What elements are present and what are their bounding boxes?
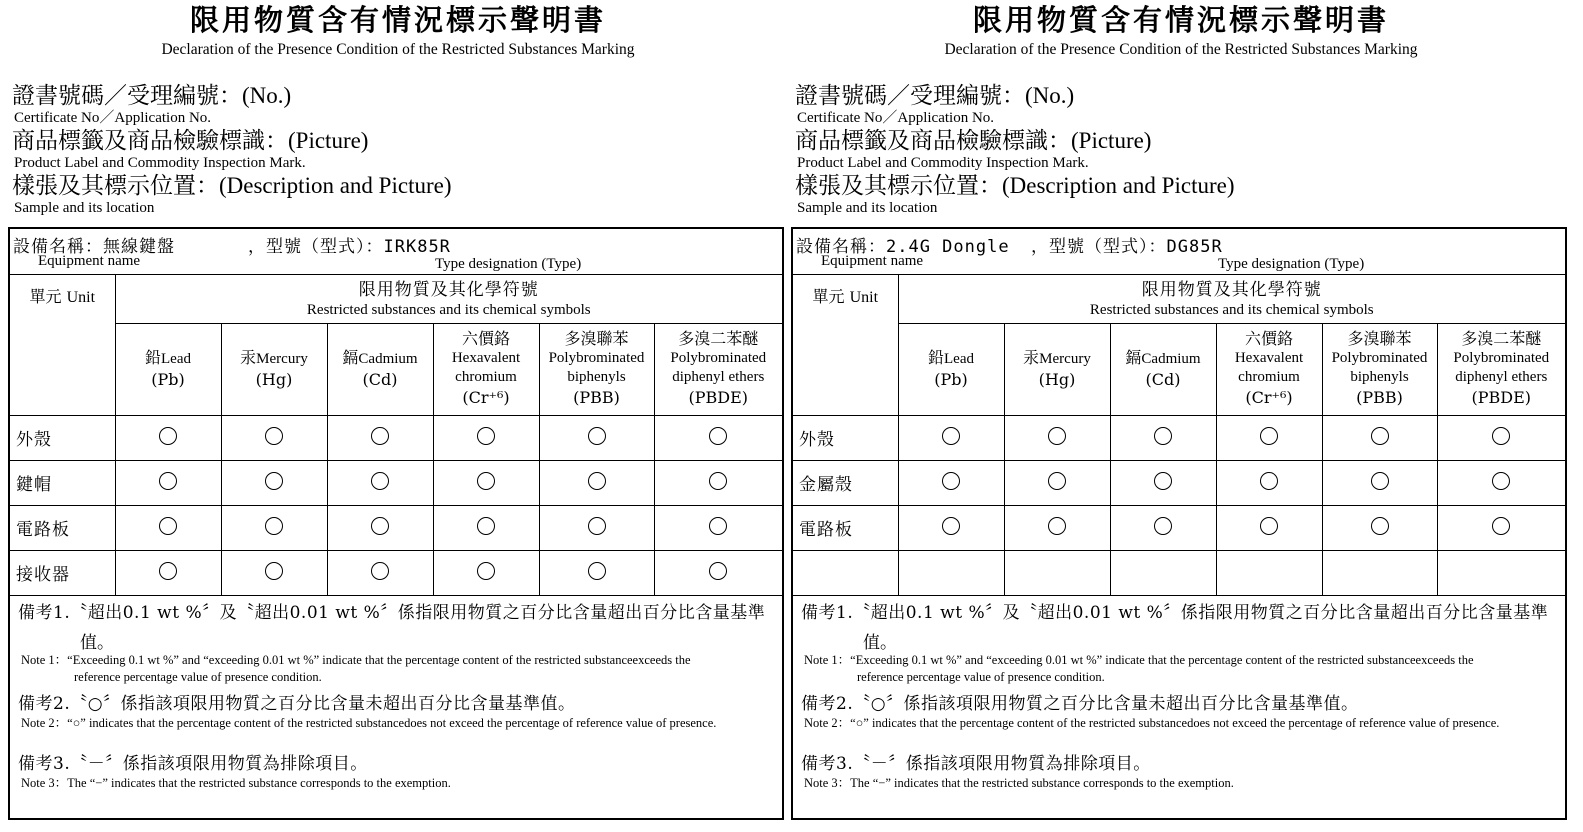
certificate-label-en: Certificate No／Application No. [797,110,995,126]
presence-cell [539,550,654,595]
component-name: 外殼 [10,415,115,460]
note-3-en: Note 3：The “−” indicates that the restricted substance corresponds to the exemption. [804,776,1234,790]
component-name: 金屬殼 [793,460,898,505]
document-subtitle: Declaration of the Presence Condition of the Restricted Substances Marking [161,41,635,58]
presence-cell [654,550,782,595]
note-1-en-cont: reference percentage value of presence condition. [857,670,1105,684]
presence-mark-icon [709,472,727,490]
equipment-label-en: Equipment name [821,253,924,269]
declaration-box [8,227,784,820]
presence-cell [1110,460,1216,505]
table-row [10,460,782,505]
presence-mark-icon [1154,472,1172,490]
presence-cell [327,505,433,550]
presence-cell [1437,415,1565,460]
presence-mark-icon [371,562,389,580]
presence-cell [221,505,327,550]
presence-cell [327,415,433,460]
data-rows [10,415,782,595]
presence-mark-icon [265,562,283,580]
type-label-en: Type designation (Type) [1218,256,1365,272]
presence-mark-icon [159,472,177,490]
model-number: IRK85R [383,237,451,257]
note-2-zh: 備考2.〝○〞係指該項限用物質之百分比含量未超出百分比含量基準值。 [801,694,1359,714]
equipment-name: 無線鍵盤 [103,237,175,257]
equipment-row [10,229,782,275]
presence-cell [1322,460,1437,505]
presence-mark-icon [1048,472,1066,490]
product-label-tag: (Picture) [1071,128,1152,153]
type-label: ，型號（型式）： [248,237,384,257]
presence-cell [1110,550,1216,595]
substance-pbb: 多溴聯苯 Polybrominated biphenyls (PBB) [539,323,654,415]
note-1-zh: 備考1.〝超出0.1 wt %〞及〝超出0.01 wt %〞係指限用物質之百分比含量超出百分比含量基準 [18,603,766,623]
document-title: 限用物質含有情況標示聲明書 [189,3,606,37]
sample-label-zh: 樣張及其標示位置： [12,173,219,199]
table-row [793,460,1565,505]
substance-cadmium: 鎘Cadmium (Cd) [1110,323,1216,415]
product-label-en: Product Label and Commodity Inspection Mark. [14,155,306,171]
presence-mark-icon [159,427,177,445]
certificate-field [795,82,1074,126]
presence-cell [1110,505,1216,550]
note-1-en: Note 1：“Exceeding 0.1 wt %” and “exceeding 0.01 wt %” indicate that the percentage content of the restricted substanceexceeds the [21,653,691,667]
presence-cell [115,460,221,505]
declaration-sheet-keyboard [8,0,788,832]
product-label-zh: 商品標籤及商品檢驗標識： [12,128,288,154]
presence-cell [1004,460,1110,505]
certificate-field [12,82,291,126]
presence-mark-icon [1371,517,1389,535]
equipment-label: 設備名稱： [796,237,886,257]
presence-mark-icon [371,472,389,490]
type-label: ，型號（型式）： [1031,237,1167,257]
presence-cell [1437,505,1565,550]
presence-mark-icon [159,517,177,535]
presence-cell [1110,415,1216,460]
table-row [10,505,782,550]
document-subtitle: Declaration of the Presence Condition of the Restricted Substances Marking [944,41,1418,58]
note-1-zh-cont: 值。 [80,633,114,653]
substance-lead: 鉛Lead (Pb) [115,323,221,415]
substance-cadmium: 鎘Cadmium (Cd) [327,323,433,415]
table-row [793,505,1565,550]
presence-cell [115,550,221,595]
presence-mark-icon [1371,472,1389,490]
presence-cell [221,550,327,595]
presence-mark-icon [1492,517,1510,535]
presence-mark-icon [588,517,606,535]
restricted-header: 限用物質及其化學符號 Restricted substances and its chemical symbols [898,275,1565,323]
presence-cell [1004,505,1110,550]
presence-mark-icon [371,517,389,535]
presence-mark-icon [709,427,727,445]
note-3-zh: 備考3.〝－〞係指該項限用物質為排除項目。 [801,754,1151,774]
equipment-row [793,229,1565,275]
presence-cell [1216,460,1322,505]
certificate-tag: (No.) [1025,83,1075,108]
presence-mark-icon [477,472,495,490]
presence-cell [1322,505,1437,550]
product-label-tag: (Picture) [288,128,369,153]
presence-cell [433,550,539,595]
presence-mark-icon [477,562,495,580]
sample-field [795,172,1234,216]
data-rows [793,415,1565,595]
presence-cell [433,415,539,460]
presence-cell [327,460,433,505]
presence-mark-icon [942,517,960,535]
presence-cell [115,415,221,460]
presence-mark-icon [371,427,389,445]
note-1-zh-cont: 值。 [863,633,897,653]
model-number: DG85R [1166,237,1223,257]
presence-mark-icon [1260,472,1278,490]
note-1-en: Note 1：“Exceeding 0.1 wt %” and “exceeding 0.01 wt %” indicate that the percentage content of the restricted substanceexceeds the [804,653,1474,667]
presence-cell [1004,415,1110,460]
presence-cell [898,415,1004,460]
table-row [793,415,1565,460]
product-label-zh: 商品標籤及商品檢驗標識： [795,128,1071,154]
presence-cell [539,460,654,505]
note-1-zh: 備考1.〝超出0.1 wt %〞及〝超出0.01 wt %〞係指限用物質之百分比含量超出百分比含量基準 [801,603,1549,623]
table-row [793,550,1565,595]
presence-mark-icon [477,517,495,535]
label-field [12,127,368,171]
presence-mark-icon [1260,517,1278,535]
certificate-label-en: Certificate No／Application No. [14,110,212,126]
presence-cell [654,415,782,460]
presence-mark-icon [942,427,960,445]
certificate-tag: (No.) [242,83,292,108]
presence-cell [1216,415,1322,460]
equipment-name: 2.4G Dongle [886,237,1010,257]
presence-cell [221,415,327,460]
note-2-en: Note 2：“○” indicates that the percentage content of the restricted substancedoes not exceed the percentage of reference value of presence. [804,716,1500,730]
certificate-label-zh: 證書號碼／受理編號： [795,83,1025,109]
presence-cell [1437,460,1565,505]
presence-mark-icon [1154,517,1172,535]
substance-table [10,275,782,596]
component-name: 電路板 [10,505,115,550]
substance-lead: 鉛Lead (Pb) [898,323,1004,415]
presence-mark-icon [1048,517,1066,535]
presence-cell [539,415,654,460]
component-name: 鍵帽 [10,460,115,505]
component-name: 接收器 [10,550,115,595]
presence-mark-icon [588,562,606,580]
unit-header: 單元 Unit [10,275,115,415]
presence-mark-icon [477,427,495,445]
presence-cell [1216,505,1322,550]
document-title: 限用物質含有情況標示聲明書 [972,3,1389,37]
restricted-header: 限用物質及其化學符號 Restricted substances and its chemical symbols [115,275,782,323]
presence-cell [898,505,1004,550]
presence-mark-icon [1492,427,1510,445]
presence-mark-icon [1154,427,1172,445]
declaration-sheet-dongle [791,0,1571,832]
substance-pbde: 多溴二苯醚 Polybrominated diphenyl ethers (PBDE) [654,323,782,415]
presence-cell [1216,550,1322,595]
type-label-en: Type designation (Type) [435,256,582,272]
component-name: 外殼 [793,415,898,460]
presence-cell [1322,415,1437,460]
presence-cell [1437,550,1565,595]
declaration-box [791,227,1567,820]
presence-mark-icon [159,562,177,580]
note-3-en: Note 3：The “−” indicates that the restricted substance corresponds to the exemption. [21,776,451,790]
sample-label-en: Sample and its location [14,200,155,216]
unit-header: 單元 Unit [793,275,898,415]
certificate-label-zh: 證書號碼／受理編號： [12,83,242,109]
presence-mark-icon [1260,427,1278,445]
table-row [10,415,782,460]
substance-mercury: 汞Mercury (Hg) [1004,323,1110,415]
substance-chromium: 六價鉻 Hexavalent chromium (Cr⁺⁶) [433,323,539,415]
presence-mark-icon [265,517,283,535]
substance-chromium: 六價鉻 Hexavalent chromium (Cr⁺⁶) [1216,323,1322,415]
presence-mark-icon [1048,427,1066,445]
presence-mark-icon [942,472,960,490]
presence-cell [327,550,433,595]
presence-cell [539,505,654,550]
equipment-label: 設備名稱： [13,237,103,257]
presence-mark-icon [1371,427,1389,445]
presence-cell [1004,550,1110,595]
presence-cell [898,550,1004,595]
presence-cell [433,460,539,505]
presence-mark-icon [588,427,606,445]
presence-cell [115,505,221,550]
component-name [793,550,898,595]
sample-label-tag: (Description and Picture) [1002,173,1235,198]
presence-mark-icon [265,472,283,490]
sample-label-en: Sample and its location [797,200,938,216]
substance-pbde: 多溴二苯醚 Polybrominated diphenyl ethers (PBDE) [1437,323,1565,415]
presence-cell [654,505,782,550]
product-label-en: Product Label and Commodity Inspection Mark. [797,155,1089,171]
presence-cell [221,460,327,505]
presence-cell [433,505,539,550]
substance-pbb: 多溴聯苯 Polybrominated biphenyls (PBB) [1322,323,1437,415]
sample-label-zh: 樣張及其標示位置： [795,173,1002,199]
label-field [795,127,1151,171]
component-name: 電路板 [793,505,898,550]
presence-cell [898,460,1004,505]
note-1-en-cont: reference percentage value of presence condition. [74,670,322,684]
table-row [10,550,782,595]
presence-cell [654,460,782,505]
sample-label-tag: (Description and Picture) [219,173,452,198]
presence-cell [1322,550,1437,595]
presence-mark-icon [1492,472,1510,490]
presence-mark-icon [265,427,283,445]
substance-table [793,275,1565,596]
presence-mark-icon [588,472,606,490]
equipment-label-en: Equipment name [38,253,141,269]
note-2-en: Note 2：“○” indicates that the percentage content of the restricted substancedoes not exceed the percentage of reference value of presence. [21,716,717,730]
substance-mercury: 汞Mercury (Hg) [221,323,327,415]
presence-mark-icon [709,562,727,580]
sample-field [12,172,451,216]
note-2-zh: 備考2.〝○〞係指該項限用物質之百分比含量未超出百分比含量基準值。 [18,694,576,714]
presence-mark-icon [709,517,727,535]
note-3-zh: 備考3.〝－〞係指該項限用物質為排除項目。 [18,754,368,774]
